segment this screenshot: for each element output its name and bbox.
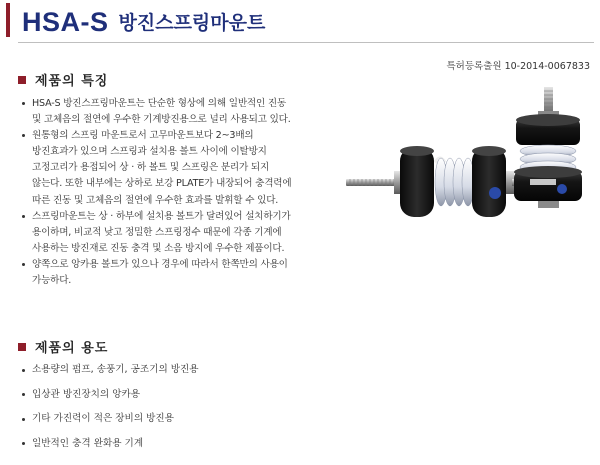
list-item bbox=[22, 389, 199, 414]
list-item bbox=[22, 209, 340, 257]
product-name: 방진스프링마운트 bbox=[118, 12, 266, 34]
square-bullet-icon bbox=[18, 343, 26, 351]
uses-heading-label: 제품의 용도 bbox=[35, 341, 109, 356]
list-item bbox=[22, 364, 199, 389]
feature-text: 스프링마운트는 상 · 하부에 설치용 볼트가 달려있어 설치하기가 용이하며, 비교적 낮고 정밀한 스프링정수 때문에 각종 기계에 사용하는 방진재로 진동 충격 및 소음 방지에 우수한 제품이다. bbox=[32, 210, 291, 254]
title-divider bbox=[18, 42, 594, 43]
square-bullet-icon bbox=[18, 76, 26, 84]
uses-list bbox=[22, 364, 199, 462]
list-item bbox=[22, 96, 340, 128]
list-item bbox=[22, 438, 199, 463]
vertical-mount bbox=[514, 87, 582, 208]
use-text: 기타 가진력이 적은 장비의 방진용 bbox=[32, 413, 174, 424]
list-item bbox=[22, 257, 340, 289]
use-text: 일반적인 충격 완화용 기계 bbox=[32, 437, 144, 449]
feature-text: 양쪽으로 앙카용 볼트가 있으나 경우에 따라서 한쪽만의 사용이 가능하다. bbox=[32, 258, 288, 287]
horizontal-mount bbox=[346, 146, 532, 217]
features-list bbox=[22, 96, 340, 289]
page-title bbox=[22, 6, 265, 38]
features-heading bbox=[18, 70, 108, 89]
use-text: 입상관 방진장치의 앙카용 bbox=[32, 388, 141, 400]
title-accent-bar bbox=[6, 3, 10, 37]
product-image bbox=[340, 85, 595, 225]
use-text: 소용량의 펌프, 송풍기, 공조기의 방진용 bbox=[32, 364, 199, 375]
uses-heading bbox=[18, 337, 108, 356]
list-item bbox=[22, 128, 340, 208]
feature-text: HSA-S 방진스프링마운트는 단순한 형상에 의해 일반적인 진동 및 고체음의 절연에 우수한 기계방진용으로 널리 사용되고 있다. bbox=[32, 98, 291, 126]
patent-number: 특허등록출원 10-2014-0067833 bbox=[446, 61, 590, 72]
features-heading-label: 제품의 특징 bbox=[35, 74, 109, 89]
product-model: HSA-S bbox=[22, 7, 109, 37]
feature-text: 원통형의 스프링 마운트로서 고무마운트보다 2~3배의 방진효과가 있으며 스프링과 설치용 볼트 사이에 이탈방지 고정고리가 용접되어 상 · 하 볼트 및 스프링은 분리가 되지 않는다. 또한 내부에는 상하로 보강 PLATE가 내장되어 충격력에 따른 진동 및 고체음의 절연에 우수한 효과를 발휘할 수 있다. bbox=[32, 130, 292, 206]
list-item bbox=[22, 413, 199, 438]
